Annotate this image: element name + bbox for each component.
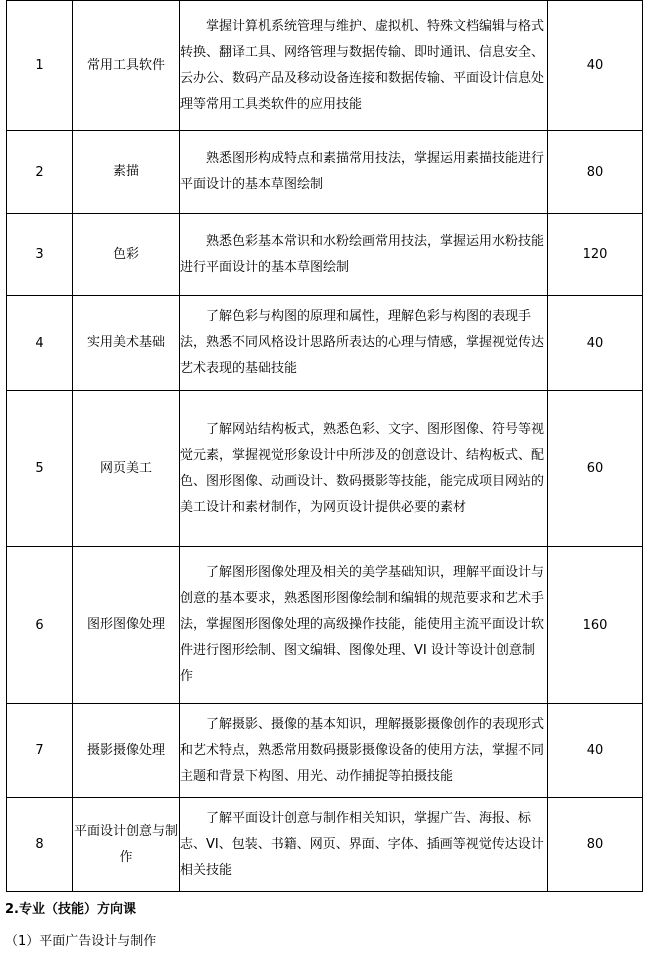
course-description	[180, 296, 548, 391]
course-hours: 80	[548, 131, 643, 214]
course-name: 平面设计创意与制作	[73, 798, 180, 892]
table-row	[7, 1, 643, 131]
table-row	[7, 547, 643, 704]
course-hours: 40	[548, 704, 643, 798]
row-number: 3	[7, 214, 73, 296]
course-description-text: 熟悉色彩基本常识和水粉绘画常用技法，掌握运用水粉技能进行平面设计的基本草图绘制	[180, 233, 545, 275]
table-row	[7, 131, 643, 214]
course-description	[180, 391, 548, 547]
course-description-text: 了解平面设计创意与制作相关知识，掌握广告、海报、标志、VI、包装、书籍、网页、界面、字体、插画等视觉传达设计相关技能	[180, 810, 544, 878]
course-name: 常用工具软件	[73, 1, 180, 131]
course-description	[180, 547, 548, 704]
table-row	[7, 704, 643, 798]
row-number: 8	[7, 798, 73, 892]
course-description-text: 掌握计算机系统管理与维护、虚拟机、特殊文档编辑与格式转换、翻译工具、网络管理与数据传输、即时通讯、信息安全、云办公、数码产品及移动设备连接和数据传输、平面设计信息处理等常用工具类软件的应用技能	[180, 18, 545, 112]
course-name: 色彩	[73, 214, 180, 296]
course-description	[180, 798, 548, 892]
course-hours: 160	[548, 547, 643, 704]
course-name: 图形图像处理	[73, 547, 180, 704]
course-description	[180, 131, 548, 214]
course-hours: 60	[548, 391, 643, 547]
table-row	[7, 214, 643, 296]
row-number: 5	[7, 391, 73, 547]
table-row	[7, 296, 643, 391]
row-number: 2	[7, 131, 73, 214]
section-heading: 2.专业（技能）方向课	[5, 902, 136, 917]
course-hours: 120	[548, 214, 643, 296]
course-name: 网页美工	[73, 391, 180, 547]
row-number: 7	[7, 704, 73, 798]
course-hours: 80	[548, 798, 643, 892]
course-description-text: 了解色彩与构图的原理和属性，理解色彩与构图的表现手法，熟悉不同风格设计思路所表达的心理与情感，掌握视觉传达艺术表现的基础技能	[180, 309, 545, 376]
subsection-heading: （1）平面广告设计与制作	[5, 934, 157, 949]
course-description	[180, 214, 548, 296]
course-name: 摄影摄像处理	[73, 704, 180, 798]
course-hours: 40	[548, 296, 643, 391]
course-description-text: 了解图形图像处理及相关的美学基础知识，理解平面设计与创意的基本要求，熟悉图形图像绘制和编辑的规范要求和艺术手法，掌握图形图像处理的高级操作技能，能使用主流平面设计软件进行图形绘制、图文编辑、图像处理、VI 设计等设计创意制作	[180, 565, 545, 684]
course-description-text: 了解摄影、摄像的基本知识，理解摄影摄像创作的表现形式和艺术特点，熟悉常用数码摄影摄像设备的使用方法，掌握不同主题和背景下构图、用光、动作捕捉等拍摄技能	[180, 716, 545, 784]
course-name: 素描	[73, 131, 180, 214]
course-description-text: 了解网站结构板式，熟悉色彩、文字、图形图像、符号等视觉元素，掌握视觉形象设计中所涉及的创意设计、结构板式、配色、图形图像、动画设计、数码摄影等技能，能完成项目网站的美工设计和素材制作，为网页设计提供必要的素材	[180, 421, 545, 515]
row-number: 6	[7, 547, 73, 704]
course-description	[180, 704, 548, 798]
course-description	[180, 1, 548, 131]
table-row	[7, 391, 643, 547]
row-number: 4	[7, 296, 73, 391]
course-description-text: 熟悉图形构成特点和素描常用技法，掌握运用素描技能进行平面设计的基本草图绘制	[180, 151, 545, 192]
course-hours: 40	[548, 1, 643, 131]
table-row	[7, 798, 643, 892]
course-table	[6, 0, 643, 892]
course-name: 实用美术基础	[73, 296, 180, 391]
row-number: 1	[7, 1, 73, 131]
